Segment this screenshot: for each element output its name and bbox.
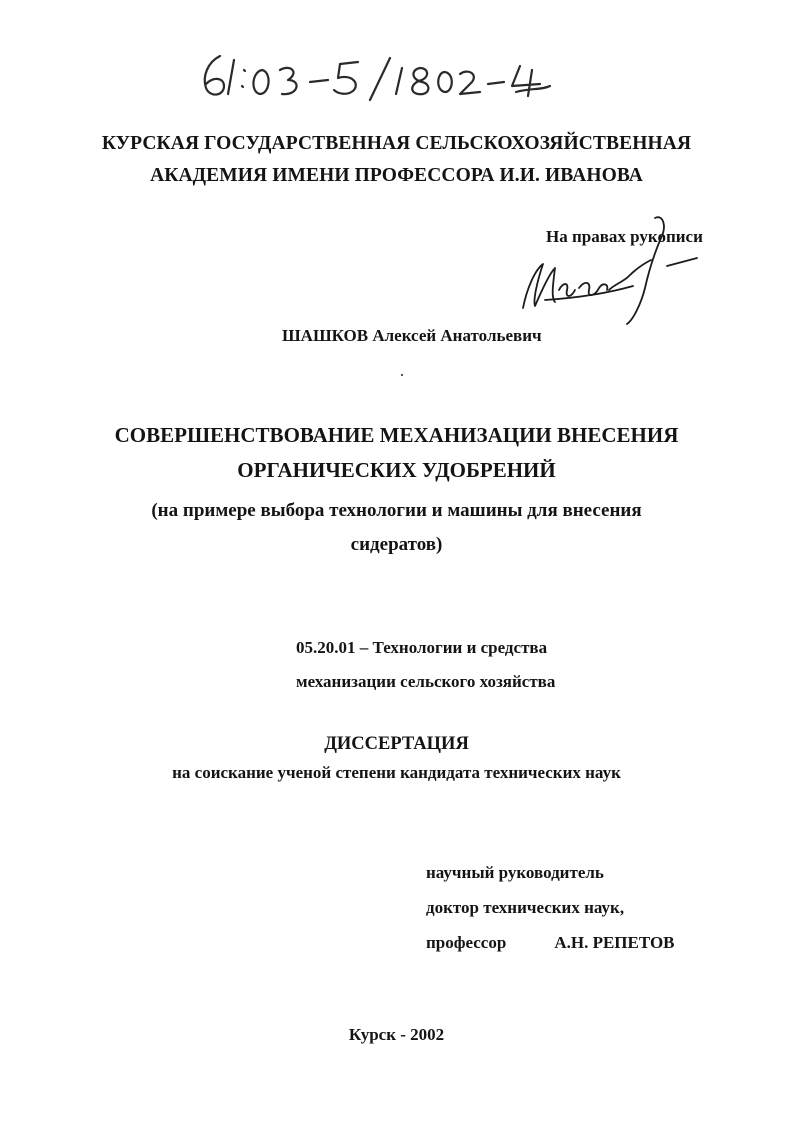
supervisor-degree: доктор технических наук, <box>426 898 625 917</box>
title-line-1: СОВЕРШЕНСТВОВАНИЕ МЕХАНИЗАЦИИ ВНЕСЕНИЯ <box>114 423 679 447</box>
supervisor-role: научный руководитель <box>426 863 604 882</box>
author-signature <box>505 208 705 328</box>
institution-line-1: КУРСКАЯ ГОСУДАРСТВЕННАЯ СЕЛЬСКОХОЗЯЙСТВЕННАЯ <box>101 133 692 154</box>
supervisor-name: А.Н. РЕПЕТОВ <box>554 933 675 952</box>
institution-line-2: АКАДЕМИЯ ИМЕНИ ПРОФЕССОРА И.И. ИВАНОВА <box>150 165 643 186</box>
author-name: ШАШКОВ Алексей Анатольевич <box>282 326 542 345</box>
specialty-line-1: 05.20.01 – Технологии и средства <box>296 638 548 657</box>
subtitle-line-2: сидератов) <box>350 534 443 555</box>
archive-stamp-handwriting <box>190 40 610 110</box>
document-type: ДИССЕРТАЦИЯ <box>324 734 469 754</box>
manuscript-rights: На правах рукописи <box>546 227 703 246</box>
supervisor-rank: профессор <box>426 933 507 952</box>
supervisor-block <box>426 855 675 960</box>
dissertation-title <box>0 418 793 488</box>
title-line-2: ОРГАНИЧЕСКИХ УДОБРЕНИЙ <box>237 458 556 482</box>
city-year: Курск - 2002 <box>348 1025 445 1044</box>
specialty-line-2: механизации сельского хозяйства <box>296 672 556 691</box>
dissertation-subtitle <box>0 494 793 562</box>
supervisor-rank-line <box>426 925 675 960</box>
scan-speck <box>401 374 403 376</box>
specialty <box>296 631 555 699</box>
degree-sought: на соискание ученой степени кандидата технических наук <box>172 763 621 782</box>
subtitle-line-1: (на примере выбора технологии и машины для внесения <box>151 500 642 521</box>
institution-name <box>0 128 793 192</box>
